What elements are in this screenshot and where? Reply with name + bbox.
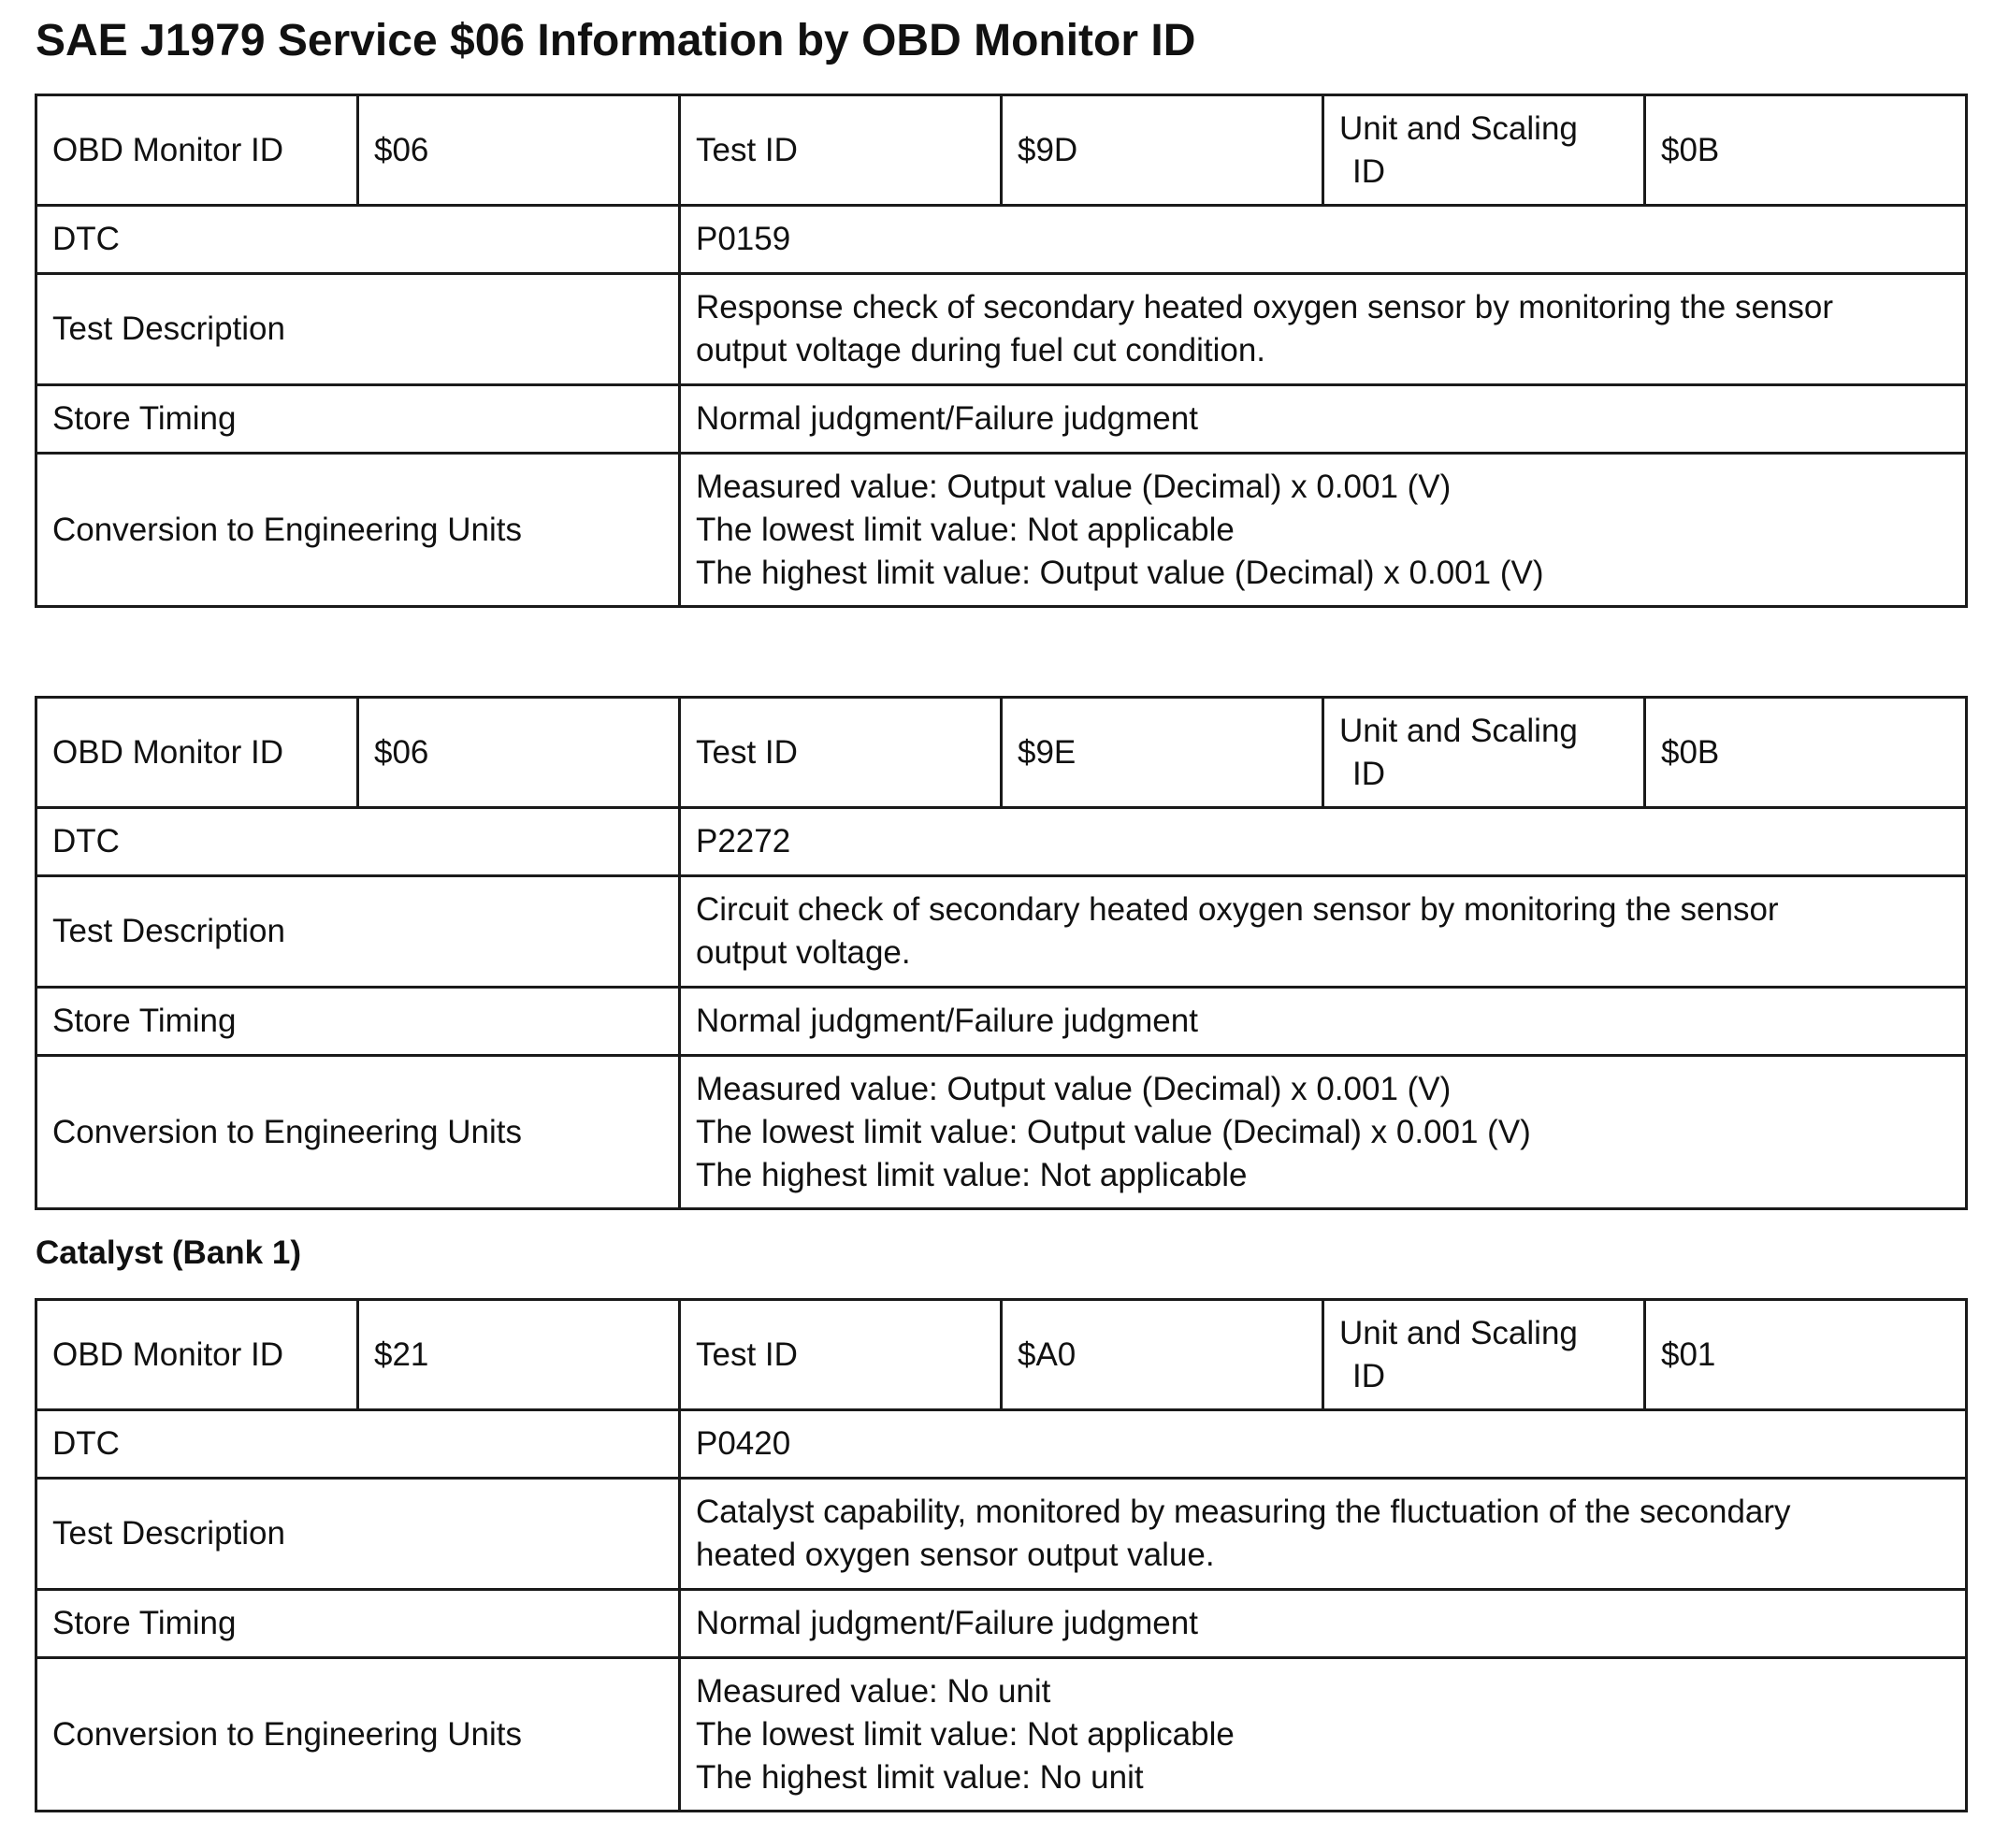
table-row bbox=[36, 988, 1967, 1056]
test-description-value: Circuit check of secondary heated oxygen sensor by monitoring the sensor output voltage. bbox=[680, 876, 1967, 988]
unit-scaling-id-label: Unit and Scaling ID bbox=[1323, 698, 1645, 808]
test-id-label: Test ID bbox=[680, 698, 1002, 808]
store-timing-value: Normal judgment/Failure judgment bbox=[680, 988, 1967, 1056]
test-description-value: Response check of secondary heated oxygen sensor by monitoring the sensor output voltage during fuel cut condition. bbox=[680, 274, 1967, 385]
obd-monitor-id-label: OBD Monitor ID bbox=[36, 1300, 358, 1410]
conversion-label: Conversion to Engineering Units bbox=[36, 454, 680, 607]
conversion-value: Measured value: No unit The lowest limit value: Not applicable The highest limit value: No unit bbox=[680, 1658, 1967, 1812]
table-row bbox=[36, 454, 1967, 607]
test-description-label: Test Description bbox=[36, 1479, 680, 1590]
unit-scaling-id-value: $0B bbox=[1645, 95, 1967, 206]
dtc-label: DTC bbox=[36, 206, 680, 274]
obd-monitor-id-value: $06 bbox=[358, 95, 680, 206]
conversion-value: Measured value: Output value (Decimal) x 0.001 (V) The lowest limit value: Not applicable The highest limit value: Output value (Decimal) x 0.001 (V) bbox=[680, 454, 1967, 607]
table-row bbox=[36, 206, 1967, 274]
table-row bbox=[36, 1479, 1967, 1590]
unit-scaling-id-value: $01 bbox=[1645, 1300, 1967, 1410]
table-header-row bbox=[36, 1300, 1967, 1410]
table-row bbox=[36, 808, 1967, 876]
test-description-value: Catalyst capability, monitored by measuring the fluctuation of the secondary heated oxygen sensor output value. bbox=[680, 1479, 1967, 1590]
test-id-label: Test ID bbox=[680, 95, 1002, 206]
table-row bbox=[36, 1590, 1967, 1658]
table-row bbox=[36, 1410, 1967, 1479]
unit-scaling-id-value: $0B bbox=[1645, 698, 1967, 808]
table-row bbox=[36, 1056, 1967, 1209]
table-header-row bbox=[36, 698, 1967, 808]
unit-scaling-id-label: Unit and Scaling ID bbox=[1323, 95, 1645, 206]
test-description-label: Test Description bbox=[36, 274, 680, 385]
store-timing-label: Store Timing bbox=[36, 988, 680, 1056]
test-description-label: Test Description bbox=[36, 876, 680, 988]
conversion-label: Conversion to Engineering Units bbox=[36, 1658, 680, 1812]
store-timing-value: Normal judgment/Failure judgment bbox=[680, 1590, 1967, 1658]
dtc-label: DTC bbox=[36, 1410, 680, 1479]
obd-monitor-id-label: OBD Monitor ID bbox=[36, 698, 358, 808]
monitor-table bbox=[35, 1298, 1968, 1812]
monitor-table bbox=[35, 696, 1968, 1210]
store-timing-label: Store Timing bbox=[36, 385, 680, 454]
conversion-label: Conversion to Engineering Units bbox=[36, 1056, 680, 1209]
test-id-value: $9D bbox=[1002, 95, 1323, 206]
test-id-value: $A0 bbox=[1002, 1300, 1323, 1410]
table-row bbox=[36, 385, 1967, 454]
store-timing-label: Store Timing bbox=[36, 1590, 680, 1658]
dtc-label: DTC bbox=[36, 808, 680, 876]
obd-monitor-id-value: $21 bbox=[358, 1300, 680, 1410]
dtc-value: P0159 bbox=[680, 206, 1967, 274]
store-timing-value: Normal judgment/Failure judgment bbox=[680, 385, 1967, 454]
monitor-table bbox=[35, 94, 1968, 608]
obd-monitor-id-label: OBD Monitor ID bbox=[36, 95, 358, 206]
test-id-label: Test ID bbox=[680, 1300, 1002, 1410]
test-id-value: $9E bbox=[1002, 698, 1323, 808]
table-header-row bbox=[36, 95, 1967, 206]
unit-scaling-id-label: Unit and Scaling ID bbox=[1323, 1300, 1645, 1410]
table-row bbox=[36, 274, 1967, 385]
dtc-value: P0420 bbox=[680, 1410, 1967, 1479]
section-heading: Catalyst (Bank 1) bbox=[36, 1234, 301, 1271]
dtc-value: P2272 bbox=[680, 808, 1967, 876]
table-row bbox=[36, 876, 1967, 988]
page-title: SAE J1979 Service $06 Information by OBD Monitor ID bbox=[36, 16, 1196, 65]
table-row bbox=[36, 1658, 1967, 1812]
obd-monitor-id-value: $06 bbox=[358, 698, 680, 808]
conversion-value: Measured value: Output value (Decimal) x 0.001 (V) The lowest limit value: Output value (Decimal) x 0.001 (V) The highest limit value: Not applicable bbox=[680, 1056, 1967, 1209]
